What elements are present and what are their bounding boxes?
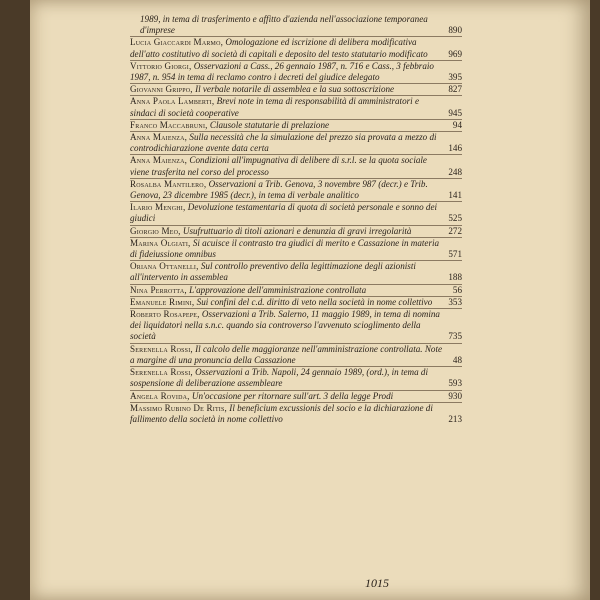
entry-title: Un'occasione per ritornare sull'art. 3 della legge Prodi [191,390,394,401]
entry-page: 969 [448,48,462,59]
entry-author: Oriana Ottanelli, [130,261,199,272]
page-folio: 1015 [365,576,389,590]
entry-page: 890 [448,25,462,36]
entry-page: 48 [452,354,462,365]
index-entry [130,37,462,60]
index-entry [130,119,462,132]
entry-title: Osservazioni a Trib. Genova, 3 novembre 987 (decr.) e Trib. Genova, 23 dicembre 1985 (decr.), in tema di verbale analitico [130,178,428,201]
entry-author: Angela Rovida, [130,390,190,401]
index-entry [130,96,462,119]
entry-title: Brevi note in tema di responsabilità di amministratori e sindaci di società cooperative [130,96,420,118]
entry-page: 353 [448,296,462,307]
entry-page: 248 [448,166,462,177]
index-entry [130,237,462,261]
index-entry [130,343,462,367]
entry-title: Usufruttuario di titoli azionari e denunzia di gravi irregolarità [182,225,412,236]
entry-author: Rosalba Mantilero, [130,178,207,189]
entry-author: Anna Paola Lamberti, [130,96,215,107]
entry-title: Il calcolo delle maggioranze nell'amministrazione controllata. Note a margine di una pronuncia della Cassazione [130,343,443,365]
entry-page: 735 [448,331,462,342]
index-entry [130,84,462,96]
entry-author: Lucia Giaccardi Marmo, [130,37,224,48]
entry-author: Massimo Rubino De Ritis, [130,402,228,413]
entry-author: Roberto Rosapepe, [130,309,200,320]
entry-title: L'approvazione dell'amministrazione controllata [189,284,367,295]
index-entry [130,132,462,155]
index-entry [130,155,462,178]
entry-title: Si acuisce il contrasto tra giudici di merito e Cassazione in materia di fideiussione omnibus [130,237,440,260]
index-entry [130,284,462,297]
entry-page: 571 [448,249,462,260]
index-entry [130,178,462,202]
entry-title: Devoluzione testamentaria di quota di società personale e sonno dei giudici [130,202,438,224]
entry-page: 395 [448,72,462,83]
index-entry [130,225,462,238]
entry-author: Vittorio Giorgi, [130,60,192,71]
entry-title: Condizioni all'impugnativa di delibere di s.r.l. se la quota sociale viene trasferita nel corso del processo [130,155,427,177]
entry-page: 146 [448,143,462,154]
entry-author: Anna Maienza, [130,132,188,143]
index-entry [130,60,462,84]
entry-page: 593 [448,378,462,389]
index-entry [130,14,462,37]
index-entry [130,261,462,284]
index-entry [130,402,462,426]
entry-author: Marina Olgiati, [130,237,191,248]
entry-page: 827 [448,84,462,95]
entry-title: Il beneficium excussionis del socio e la dichiarazione di fallimento della società in nome collettivo [130,402,433,424]
entry-page: 56 [452,284,462,295]
entry-title: 1989, in tema di trasferimento e affitto d'azienda nell'associazione temporanea d'imprese [140,14,428,36]
entry-author: Anna Maienza, [130,155,188,166]
entry-page: 945 [448,107,462,118]
index-entry [130,309,462,344]
entry-author: Ilario Menghi, [130,202,186,213]
entry-title: Omologazione ed iscrizione di delibera modificativa dell'atto costitutivo di società di capitali e deposito del testo statutario modificato [130,37,428,59]
entry-author: Serenella Rossi, [130,367,193,378]
entry-page: 141 [448,190,462,201]
entry-title: Sul controllo preventivo della legittimazione degli azionisti all'intervento in assemblea [130,261,416,283]
entry-title: Sui confini del c.d. diritto di veto nella società in nome collettivo [196,296,433,307]
entry-author: Giovanni Grippo, [130,84,193,95]
entry-title: Sulla necessità che la simulazione del prezzo sia provata a mezzo di controdichiarazione avente data certa [130,132,437,154]
entry-author: Serenella Rossi, [130,343,193,354]
entry-title: Osservazioni a Trib. Napoli, 24 gennaio 1989, (ord.), in tema di sospensione di deliberazione assembleare [130,367,428,389]
entry-title: Osservazioni a Trib. Salerno, 11 maggio 1989, in tema di nomina dei liquidatori nella s.n.c. quando sia controverso l'avvenuto scioglimento della società [130,309,440,342]
entry-author: Giorgio Meo, [130,225,181,236]
entry-author: Nina Perrotta, [130,284,187,295]
entry-author: Franco Maccabruni, [130,119,208,130]
index-list [130,14,462,426]
entry-title: Il verbale notarile di assemblea e la sua sottoscrizione [195,84,395,95]
entry-page: 94 [452,119,462,130]
index-entry [130,390,462,403]
index-entry [130,202,462,225]
index-entry [130,367,462,390]
index-entry [130,296,462,309]
entry-page: 272 [448,225,462,236]
entry-page: 930 [448,390,462,401]
entry-title: Osservazioni a Cass., 26 gennaio 1987, n. 716 e Cass., 3 febbraio 1987, n. 954 in tema di reclamo contro i decreti del giudice delegato [130,60,434,83]
book-page [30,0,590,600]
entry-page: 213 [448,413,462,424]
entry-page: 188 [448,272,462,283]
entry-title: Clausole statutarie di prelazione [209,119,330,130]
entry-author: Emanuele Rimini, [130,296,195,307]
entry-page: 525 [448,213,462,224]
